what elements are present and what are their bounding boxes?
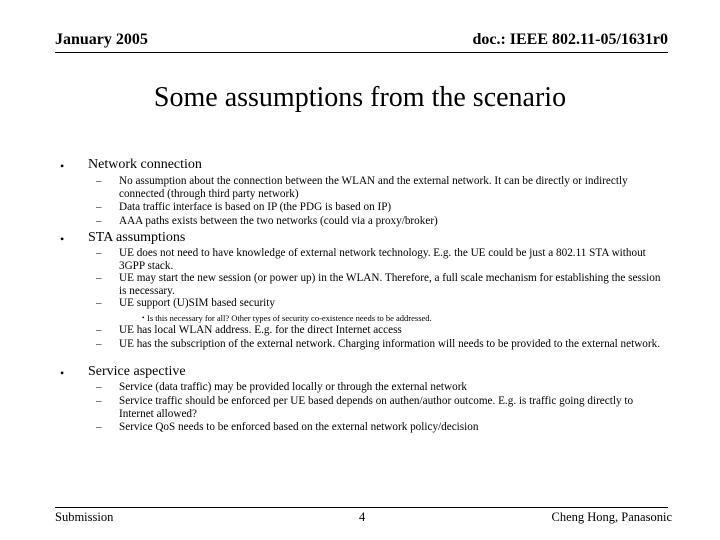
section-heading: STA assumptions: [88, 230, 186, 245]
list-item-text: Service (data traffic) may be provided locally or through the external network: [119, 381, 468, 393]
list-item-text: No assumption about the connection between the WLAN and the external network. It can be directly or indirectly connected (through third party network): [119, 175, 628, 200]
list-item-text: Service traffic should be enforced per UE based depends on authen/author outcome. E.g. is traffic going directly to Internet allowed?: [119, 395, 634, 420]
dash-icon: –: [96, 215, 102, 227]
bullet-icon: •: [142, 314, 145, 322]
list-item-text: UE has the subscription of the external network. Charging information will needs to be provided to the external network.: [119, 338, 661, 350]
list-item-text: UE has local WLAN address. E.g. for the direct Internet access: [119, 324, 402, 336]
list-item-text: UE may start the new session (or power up) in the WLAN. Therefore, a full scale mechanism for establishing the session is necessary.: [119, 272, 661, 297]
dash-icon: –: [96, 201, 102, 213]
header-doc-id: doc.: IEEE 802.11-05/1631r0: [472, 31, 668, 48]
list-item-text: Service QoS needs to be enforced based on the external network policy/decision: [119, 421, 479, 433]
page-number: 4: [359, 510, 366, 524]
dash-icon: –: [96, 247, 102, 259]
sub-note-text: Is this necessary for all? Other types of security co-existence needs to be addressed.: [147, 313, 432, 323]
dash-icon: –: [96, 338, 102, 350]
page-title: Some assumptions from the scenario: [153, 82, 567, 113]
list-item-text: AAA paths exists between the two networks (could via a proxy/broker): [119, 215, 438, 227]
dash-icon: –: [96, 272, 102, 284]
bullet-icon: •: [60, 232, 65, 246]
list-item-text: UE support (U)SIM based security: [119, 297, 275, 309]
dash-icon: –: [96, 324, 102, 336]
list-item-text: Data traffic interface is based on IP (the PDG is based on IP): [119, 201, 392, 213]
bullet-icon: •: [60, 366, 65, 380]
section-heading: Network connection: [88, 157, 202, 172]
footer-author: Cheng Hong, Panasonic: [551, 510, 672, 524]
dash-icon: –: [96, 421, 102, 433]
bullet-icon: •: [60, 159, 65, 173]
footer-submission: Submission: [55, 510, 114, 524]
header-rule: [55, 52, 668, 53]
header-date: January 2005: [55, 31, 148, 48]
section-heading: Service aspective: [88, 364, 186, 379]
footer-rule: [55, 507, 668, 508]
dash-icon: –: [96, 297, 102, 309]
dash-icon: –: [96, 381, 102, 393]
dash-icon: –: [96, 395, 102, 407]
dash-icon: –: [96, 175, 102, 187]
list-item-text: UE does not need to have knowledge of external network technology. E.g. the UE could be just a 802.11 STA without 3GPP stack.: [119, 247, 646, 272]
